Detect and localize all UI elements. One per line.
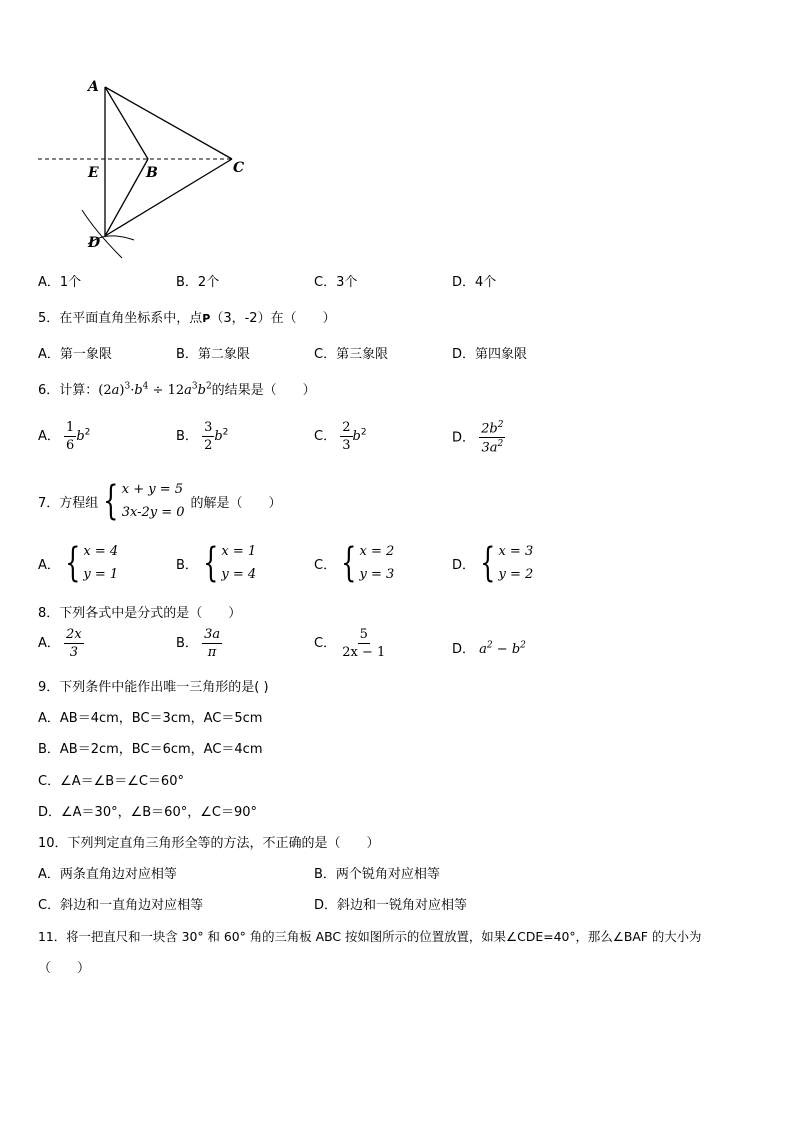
q6-option-a: A． $\frac{1}{6}$ $b^2$ <box>38 420 91 453</box>
q8-option-b: B． $\frac{3a}{\pi}$ <box>176 627 221 660</box>
q11-stem: 11．将一把直尺和一块含 30° 和 60° 角的三角板 ABC 按如图所示的位置放置，如果∠CDE=40°，那么∠BAF 的大小为 <box>38 929 702 944</box>
q10-stem: 10．下列判定直角三角形全等的方法，不正确的是（ ） <box>38 836 380 851</box>
q4-option-a: A．1个 <box>38 275 82 290</box>
q10-option-d: D．斜边和一锐角对应相等 <box>314 898 468 913</box>
q9-option-a: A．AB＝4cm，BC＝3cm，AC＝5cm <box>38 711 263 726</box>
q8-option-c: C． $\frac{5}{2x - 1}$ <box>314 627 386 660</box>
q10-option-a: A．两条直角边对应相等 <box>38 867 177 882</box>
q4-option-c: C．3个 <box>314 275 358 290</box>
q6-option-b: B． $\frac{3}{2}$ $b^2$ <box>176 420 229 453</box>
label-b: B <box>146 165 158 181</box>
q5-point: P <box>202 312 211 325</box>
q5-option-c: C．第三象限 <box>314 347 389 362</box>
q5-option-d: D．第四象限 <box>452 347 528 362</box>
q6-option-c: C． $\frac{2}{3}$ $b^2$ <box>314 420 367 453</box>
q9-option-d: D．∠A＝30°，∠B＝60°，∠C＝90° <box>38 805 257 820</box>
q9-stem: 9．下列条件中能作出唯一三角形的是( ) <box>38 680 269 695</box>
segment-ac <box>105 87 232 159</box>
q7-option-b: B． { x = 1 y = 4 <box>176 540 257 586</box>
q6-a-fraction: $\frac{1}{6}$ <box>66 420 75 453</box>
q4-option-b: B．2个 <box>176 275 220 290</box>
q5-stem: 5．在平面直角坐标系中，点P（3，-2）在（ ） <box>38 311 336 326</box>
label-d: D <box>88 235 101 251</box>
q7-option-d: D． { x = 3 y = 2 <box>452 540 534 586</box>
q7-option-c: C． { x = 2 y = 3 <box>314 540 395 586</box>
label-e: E <box>88 165 99 181</box>
segment-ab <box>105 87 148 159</box>
segment-cd <box>105 159 232 236</box>
q8-option-d: D． $a^2 - b^2$ <box>452 640 526 657</box>
q11-blank: （ ） <box>38 961 91 976</box>
q9-option-c: C．∠A＝∠B＝∠C＝60° <box>38 774 184 789</box>
q10-option-b: B．两个锐角对应相等 <box>314 867 440 882</box>
triangle-figure <box>30 70 260 260</box>
q6-expression: $(2a)^3\cdot b^4 \div 12a^3b^2$ <box>98 381 212 398</box>
q6-stem: 6．计算：$(2a)^3\cdot b^4 \div 12a^3b^2$的结果是（ ） <box>38 381 316 398</box>
q4-option-d: D．4个 <box>452 275 497 290</box>
q8-option-a: A． $\frac{2x}{3}$ <box>38 627 82 660</box>
label-a: A <box>88 79 99 95</box>
q9-option-b: B．AB＝2cm，BC＝6cm，AC＝4cm <box>38 742 263 757</box>
q5-option-b: B．第二象限 <box>176 347 250 362</box>
q7-equation-system: { x + y = 5 3x-2y = 0 <box>103 478 185 524</box>
label-c: C <box>233 160 245 176</box>
q10-option-c: C．斜边和一直角边对应相等 <box>38 898 204 913</box>
q6-c-fraction: $\frac{2}{3}$ <box>342 420 351 453</box>
q7-stem: 7．方程组 { x + y = 5 3x-2y = 0 的解是（ ） <box>38 478 282 524</box>
q6-b-fraction: $\frac{3}{2}$ <box>204 420 213 453</box>
q7-option-a: A． { x = 4 y = 1 <box>38 540 119 586</box>
segment-bd <box>105 159 148 236</box>
q6-option-d: D． $\frac{2b^2}{3a^2}$ <box>452 420 504 456</box>
q6-d-fraction: $\frac{2b^2}{3a^2}$ <box>481 420 504 456</box>
q5-option-a: A．第一象限 <box>38 347 112 362</box>
q8-stem: 8．下列各式中是分式的是（ ） <box>38 606 242 621</box>
